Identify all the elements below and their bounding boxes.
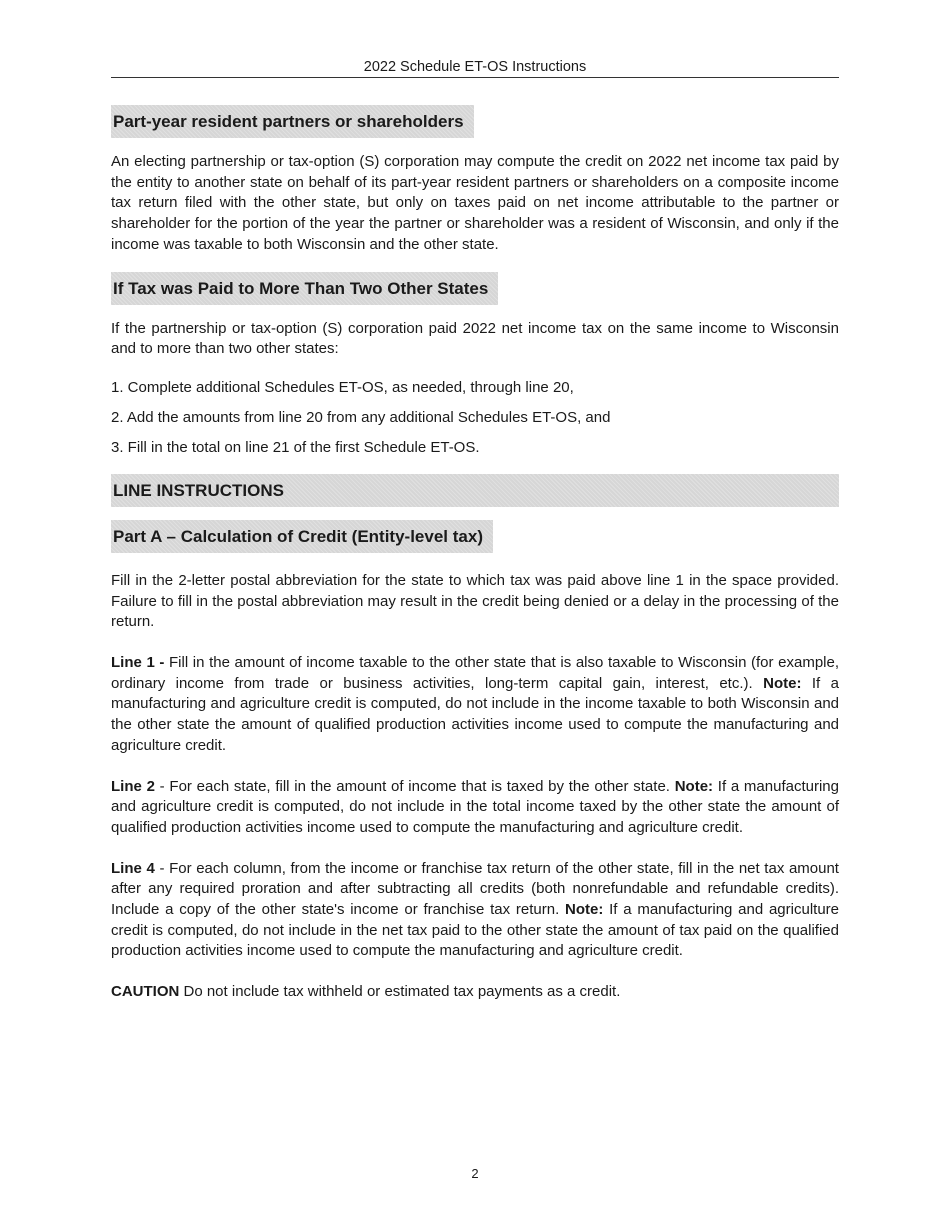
line-label: Line 4 [111, 859, 155, 877]
note-label: Note: [565, 901, 604, 919]
list-item: 3. Fill in the total on line 21 of the first Schedule ET-OS. [111, 438, 480, 456]
caution-label: CAUTION [111, 983, 180, 1001]
list-item: 1. Complete additional Schedules ET-OS, as needed, through line 20, [111, 378, 574, 396]
section-heading-line-instructions: LINE INSTRUCTIONS [111, 474, 839, 507]
running-header: 2022 Schedule ET-OS Instructions [111, 58, 839, 78]
note-text: If a manufacturing and agriculture credit is computed, do not include in the total income taxed by the other state the amount of qualified production activities income used to compute the manufacturing and agriculture credit. [111, 777, 839, 836]
section-heading-part-a: Part A – Calculation of Credit (Entity-level tax) [111, 520, 493, 553]
paragraph-line-1 [111, 653, 839, 757]
section-heading-part-year: Part-year resident partners or shareholders [111, 105, 474, 138]
paragraph-line-2 [111, 777, 839, 839]
paragraph-part-year: An electing partnership or tax-option (S) corporation may compute the credit on 2022 net income tax paid by the entity to another state on behalf of its part-year resident partners or shareholders on a composite income tax return filed with the other state, but only on taxes paid on net income attributable to the partner or shareholder for the portion of the year the partner or shareholder was a resident of Wisconsin, and only if the income was taxable to both Wisconsin and the other state. [111, 153, 839, 253]
page-number: 2 [471, 1166, 479, 1181]
caution-text: Do not include tax withheld or estimated tax payments as a credit. [179, 983, 621, 1001]
line-label: Line 2 [111, 777, 155, 795]
note-text: If a manufacturing and agriculture credit is computed, do not include in the income taxable to both Wisconsin and the other state the amount of qualified production activities income used to compute the manufacturing and agriculture credit. [111, 674, 839, 754]
line-text: - For each state, fill in the amount of income that is taxed by the other state. [154, 777, 675, 795]
line-text: Fill in the amount of income taxable to the other state that is also taxable to Wisconsin (for example, ordinary income from trade or business activities, long-term capital gain, interest, etc.). [111, 654, 839, 692]
line-text: - For each column, from the income or franchise tax return of the other state, fill in the net tax amount after any required proration and after subtracting all credits (both nonrefundable and refundable credits). Include a copy of the other state's income or franchise tax return. [111, 859, 839, 919]
note-label: Note: [763, 674, 802, 692]
note-label: Note: [674, 777, 714, 795]
line-label: Line 1 - [111, 654, 165, 672]
paragraph-line-4 [111, 859, 839, 963]
paragraph-more-states-intro: If the partnership or tax-option (S) corporation paid 2022 net income tax on the same income to Wisconsin and to more than two other states: [111, 319, 839, 358]
list-item: 2. Add the amounts from line 20 from any additional Schedules ET-OS, and [111, 408, 611, 426]
section-heading-more-states: If Tax was Paid to More Than Two Other States [111, 272, 498, 305]
content [111, 105, 839, 1003]
paragraph-caution [111, 982, 839, 1003]
paragraph-part-a-intro: Fill in the 2-letter postal abbreviation for the state to which tax was paid above line 1 in the space provided. Failure to fill in the postal abbreviation may result in the credit being denied or a delay in the processing of the return. [111, 571, 839, 631]
note-text: If a manufacturing and agriculture credit is computed, do not include in the net tax paid to the other state the amount of tax paid on the qualified production activities income used to compute the manufacturing and agriculture credit. [111, 901, 839, 960]
